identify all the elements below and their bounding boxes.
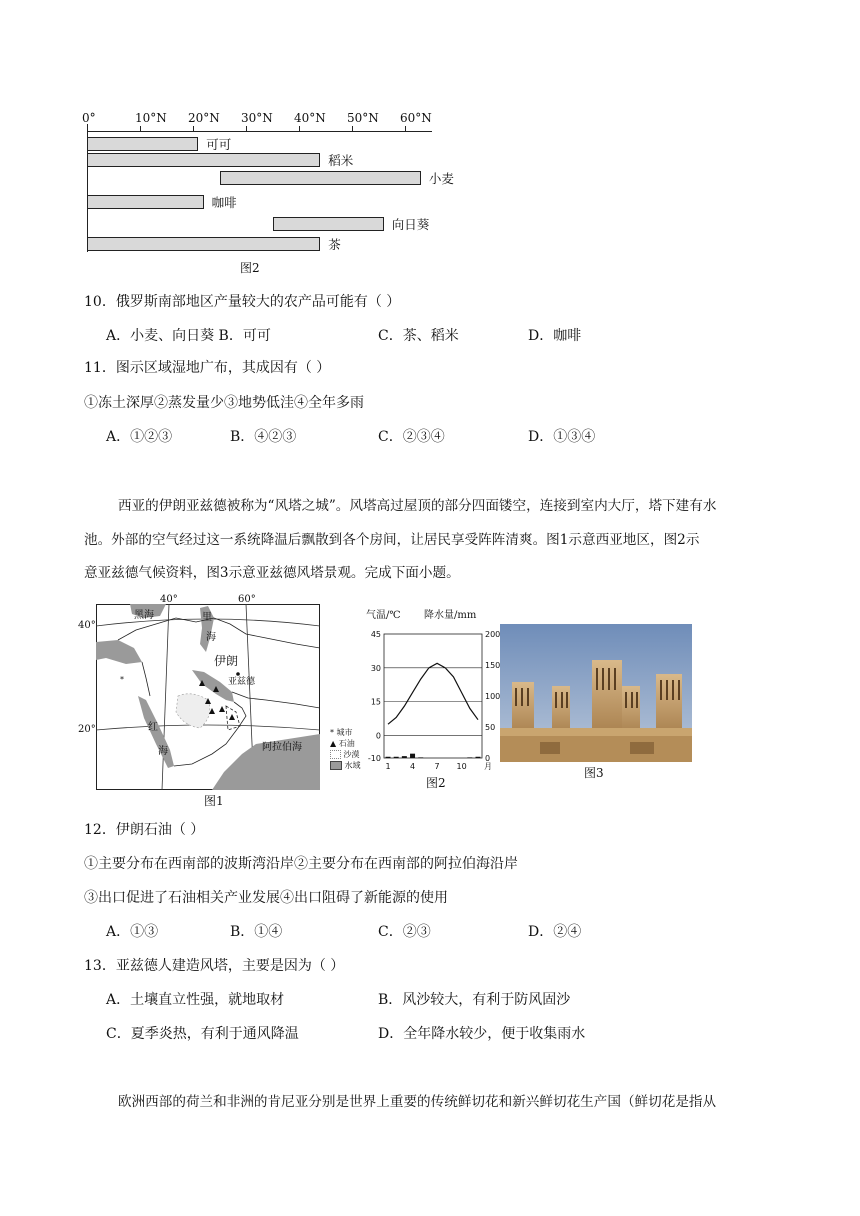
q13-option-c[interactable]: C．夏季炎热，有利于通风降温: [106, 1026, 299, 1042]
crop-tick-mark: [193, 126, 194, 131]
crop-bar-label: 茶: [328, 237, 341, 252]
map-black-sea: 黑海: [134, 610, 154, 621]
crop-bar-label: 向日葵: [391, 217, 430, 232]
crop-tick-mark: [246, 126, 247, 131]
climate-x-tick: 1: [385, 762, 391, 771]
map-iran: 伊朗: [214, 654, 239, 668]
climate-left-tick: 45: [370, 630, 381, 639]
q12-option-a[interactable]: A．①③: [106, 924, 159, 940]
crop-bar-label: 咖啡: [211, 195, 237, 210]
legend-water: 水域: [330, 760, 372, 771]
crop-figure-caption: 图2: [240, 261, 260, 275]
map-caspian-2: 海: [206, 632, 216, 643]
map-lat20: 20°: [78, 724, 96, 735]
crop-bar-label: 稻米: [328, 153, 354, 168]
temperature-line: [388, 663, 478, 724]
climate-x-tick: 4: [409, 762, 416, 771]
q12-items1: ①主要分布在西南部的波斯湾沿岸②主要分布在西南部的阿拉伯海沿岸: [84, 856, 518, 872]
crop-bar: [87, 153, 320, 167]
legend-desert: 沙漠: [330, 749, 372, 760]
legend-oil-icon: ▲: [330, 739, 337, 748]
q10-option-d[interactable]: D．咖啡: [528, 328, 582, 344]
precipitation-bar: [386, 757, 391, 758]
q10-option-c[interactable]: C．茶、稻米: [378, 328, 459, 344]
map-red-sea-2: 海: [158, 746, 168, 757]
climate-right-tick: 50: [485, 723, 496, 732]
crop-bar: [87, 195, 204, 209]
climate-x-tick: 10: [456, 762, 467, 771]
wind-tower-photo: [500, 624, 692, 762]
passage1-line2: 池。外部的空气经过这一系统降温后飘散到各个房间，让居民享受阵阵清爽。图1示意西亚地区，图2示: [84, 532, 700, 548]
climate-x-tick: 7: [434, 762, 440, 771]
climate-ylabel-left: 气温/℃: [366, 610, 401, 621]
climate-right-tick: 0: [485, 754, 491, 763]
q12-option-b[interactable]: B．①④: [230, 924, 283, 940]
map-lon60: 60°: [238, 594, 256, 605]
q13-option-b[interactable]: B．风沙较大，有利于防风固沙: [378, 992, 571, 1008]
map-caspian-1: 里: [202, 612, 212, 623]
crop-tick-label: 40°N: [294, 111, 326, 125]
climate-right-tick: 150: [485, 661, 500, 670]
precipitation-bar: [394, 757, 399, 758]
map-red-sea-1: 红: [148, 722, 158, 733]
crop-axis-line: [87, 131, 432, 132]
q10-option-ab[interactable]: A．小麦、向日葵 B．可可: [106, 328, 271, 344]
legend-city-icon: *: [330, 728, 334, 737]
crop-tick-label: 60°N: [400, 111, 432, 125]
q11-option-c[interactable]: C．②③④: [378, 429, 445, 445]
crop-tick-label: 30°N: [241, 111, 273, 125]
q12-items2: ③出口促进了石油相关产业发展④出口阻碍了新能源的使用: [84, 890, 448, 906]
legend-desert-icon: [330, 750, 341, 759]
passage2-line1: 欧洲西部的荷兰和非洲的肯尼亚分别是世界上重要的传统鲜切花和新兴鲜切花生产国（鲜切花是指从: [118, 1094, 717, 1110]
legend-water-icon: [330, 761, 342, 770]
precipitation-bar: [467, 757, 472, 758]
crop-bar: [87, 237, 320, 251]
map-lat40: 40°: [78, 620, 96, 631]
climate-right-tick: 200: [485, 630, 500, 639]
crop-tick-mark: [87, 126, 88, 131]
legend-city: * 城市: [330, 728, 353, 737]
crop-tick-mark: [140, 126, 141, 131]
crop-tick-label: 0°: [82, 111, 96, 125]
q10-stem: 10．俄罗斯南部地区产量较大的农产品可能有（ ）: [84, 294, 401, 310]
svg-text:*: *: [120, 675, 124, 684]
map-yazd: 亚兹德: [228, 677, 256, 687]
passage1-line1: 西亚的伊朗亚兹德被称为“风塔之城”。风塔高过屋顶的部分四面镂空，连接到室内大厅，塔下建有水: [118, 498, 717, 514]
crop-tick-mark: [405, 126, 406, 131]
crop-bar: [87, 137, 198, 151]
climate-left-tick: -10: [367, 754, 381, 763]
q12-option-c[interactable]: C．②③: [378, 924, 431, 940]
precipitation-bar: [410, 754, 415, 758]
crop-tick-mark: [299, 126, 300, 131]
q11-option-b[interactable]: B．④②③: [230, 429, 297, 445]
map-caption: 图1: [204, 794, 224, 808]
legend-oil: ▲ 石油: [330, 739, 355, 748]
crop-bar: [220, 171, 421, 185]
q11-items: ①冻土深厚②蒸发量少③地势低洼④全年多雨: [84, 395, 364, 411]
climate-svg: [362, 606, 500, 792]
climate-left-tick: 0: [375, 731, 381, 741]
precipitation-bar: [418, 757, 423, 758]
precipitation-bar: [476, 757, 481, 758]
passage1-line3: 意亚兹德气候资料，图3示意亚兹德风塔景观。完成下面小题。: [84, 565, 460, 581]
crop-tick-mark: [352, 126, 353, 131]
climate-frame: [384, 634, 482, 758]
climate-right-tick: 100: [485, 692, 500, 701]
crop-tick-label: 20°N: [188, 111, 220, 125]
q11-stem: 11．图示区域湿地广布，其成因有（ ）: [84, 360, 331, 376]
climate-left-tick: 30: [370, 663, 381, 673]
wind-tower-image: [500, 624, 692, 762]
q12-option-d[interactable]: D．②④: [528, 924, 582, 940]
crop-tick-label: 10°N: [135, 111, 167, 125]
q13-option-a[interactable]: A．土壤直立性强，就地取材: [106, 992, 285, 1008]
crop-bar: [273, 217, 384, 231]
q11-option-a[interactable]: A．①②③: [106, 429, 173, 445]
climate-xlabel: 月: [484, 762, 492, 771]
climate-left-tick: 15: [370, 697, 381, 707]
climate-caption: 图2: [426, 776, 446, 790]
q13-option-d[interactable]: D．全年降水较少，便于收集雨水: [378, 1026, 586, 1042]
climate-ylabel-right: 降水量/mm: [424, 610, 477, 621]
photo-caption: 图3: [584, 766, 604, 780]
crop-bar-label: 可可: [206, 137, 232, 152]
crop-tick-label: 50°N: [347, 111, 379, 125]
q12-stem: 12．伊朗石油（ ）: [84, 822, 205, 838]
q13-stem: 13．亚兹德人建造风塔，主要是因为（ ）: [84, 958, 345, 974]
precipitation-bar: [402, 756, 407, 758]
map-arabian-sea: 阿拉伯海: [262, 742, 302, 753]
map-lon40: 40°: [160, 594, 178, 605]
crop-bar-label: 小麦: [428, 171, 454, 186]
west-asia-map: [78, 594, 320, 790]
climate-chart: [362, 606, 500, 792]
q11-option-d[interactable]: D．①③④: [528, 429, 596, 445]
